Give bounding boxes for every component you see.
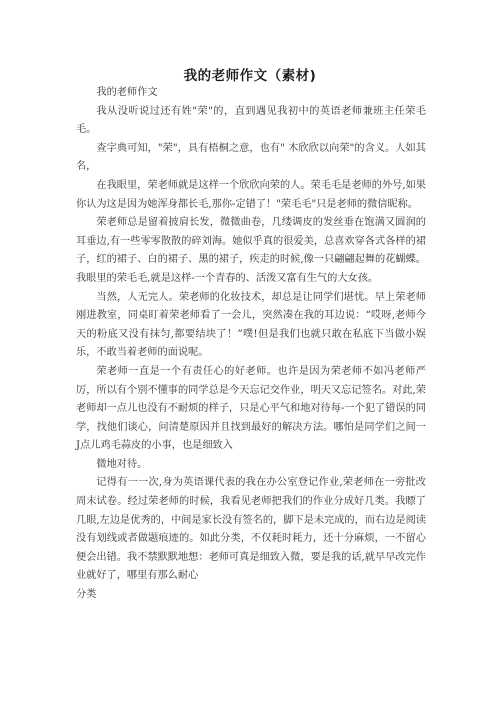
paragraph: 当然，人无完人。荣老师的化妆技术，却总是让同学们堪忧。早上荣老师刚进教室，同桌盯着荣老师看了一会儿，突然凑在我的耳边说：“哎呀,老师今天的粉底又没有抹匀,都要结块了！”噗!但是我们也就只敢在私底下当做小娱乐，不敢当着老师的面说呢。 [76, 291, 426, 359]
paragraph-heading: 我的老师作文 [96, 87, 158, 98]
paragraph: 查字典可知，"荣"，具有梧桐之意，也有" 木欣欣以向荣"的含义。人如其名， [76, 142, 426, 173]
document-title: 我的老师作文（素材) [183, 68, 317, 84]
paragraph: 记得有一一次,身为英语课代表的我在办公室登记作业,荣老师在一旁批改周末试卷。经过荣老师的时候，我看见老师把我们的作业分成好几类。我瞟了几眼,左边是优秀的，中间是家长没有签名的，脚下是未完成的，而右边是阅读没有划线或者做题痕迹的。如此分类，不仅耗时耗力，还十分麻烦，一不留心便会出错。我不禁默默地想：老师可真是细致入微，要是我的话,就早早改完作业就好了，哪里有那么耐心 [76, 477, 426, 582]
document-body [76, 84, 426, 605]
paragraph-tail: 分类 [76, 589, 97, 601]
paragraph: 荣老师总是留着披肩长发，微微曲卷，几缕调皮的发丝垂在饱满又圆润的耳垂边,有一些零零散散的碎刘海。她似乎真的很爱美，总喜欢穿各式各样的裙子，红的裙子、白的裙子、黑的裙子，疾走的时候,像一只翩翩起舞的花蝴蝶。我眼里的荣毛毛,就是这样-一个青春的、活泼又富有生气的大女孩。 [76, 217, 426, 284]
paragraph: 荣老师一直是一个有责任心的好老师。也许是因为荣老师不如冯老师严厉，所以有个别不懂事的同学总是今天忘记交作业，明天又忘记签名。对此,荣老师却一点儿也没有不耐烦的样子，只是心平气和地对待每-一个犯了错误的同学，找他们谈心，问清楚原因并且找到最好的解决方法。哪怕是同学们之间一J点儿鸡毛蒜皮的小事，也是细致入 [76, 365, 426, 452]
paragraph: 微地对待。 [96, 458, 148, 470]
paragraph: 我从没听说过还有姓"荣"的，直到遇见我初中的英语老师兼班主任荣毛毛。 [76, 105, 426, 136]
paragraph: 在我眼里，荣老师就是这样一个欣欣向荣的人。荣毛毛是老师的外号,如果你认为这是因为她浑身都长毛,那你-定错了！"荣毛毛"只是老师的微信昵称。 [76, 179, 426, 210]
